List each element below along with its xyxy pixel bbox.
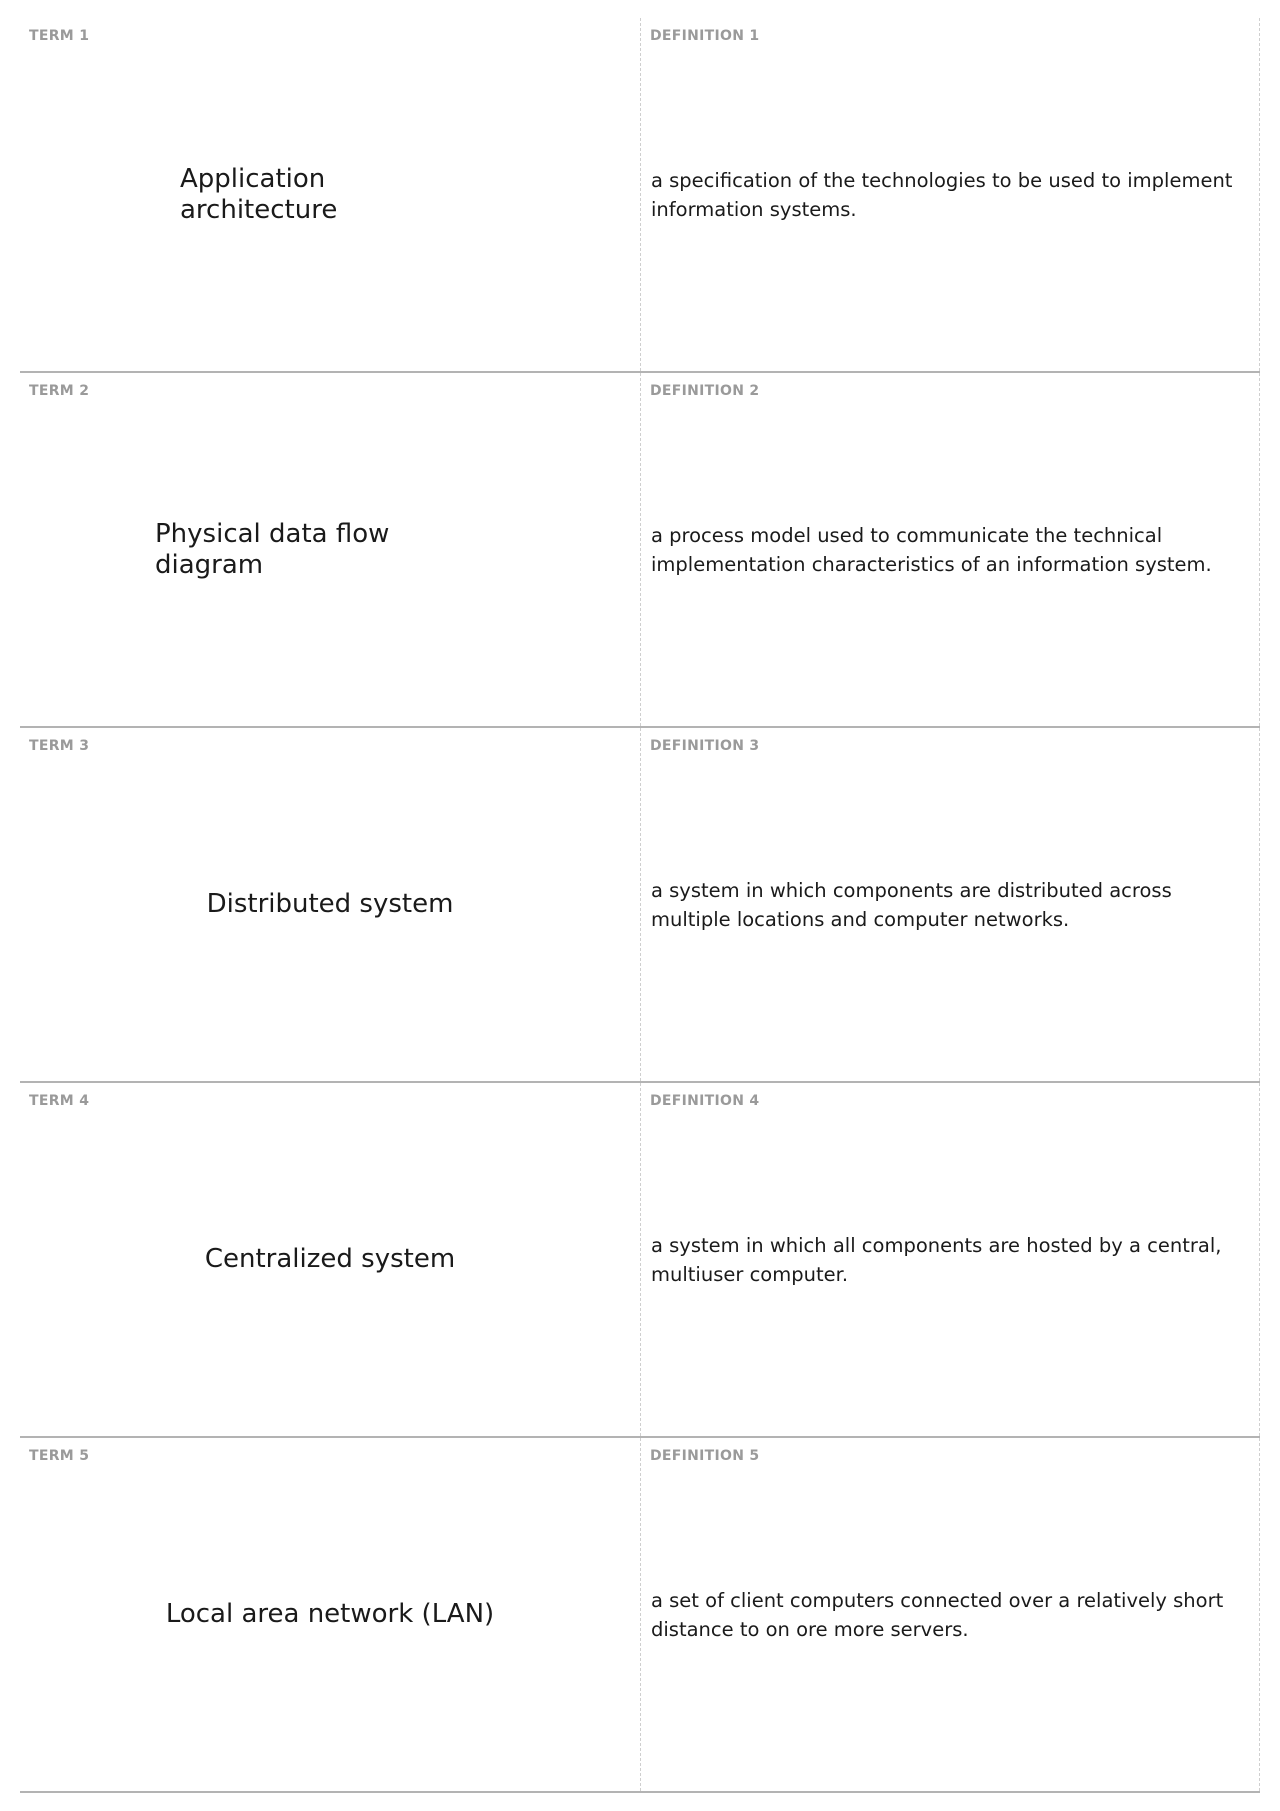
term-text: Physical data flow diagram (155, 518, 390, 580)
term-label: TERM 4 (29, 1093, 90, 1109)
definition-label: DEFINITION 2 (650, 383, 760, 399)
definition-label: DEFINITION 4 (650, 1093, 760, 1109)
term-text: Application architecture (180, 163, 338, 225)
definition-label: DEFINITION 5 (650, 1448, 760, 1464)
term-text: Distributed system (206, 889, 454, 919)
definition-text: a process model used to communicate the technical implementation characteristics of an information system. (651, 523, 1212, 576)
term-text: Local area network (LAN) (165, 1599, 495, 1629)
term-label: TERM 3 (29, 738, 90, 754)
flashcard-row (20, 18, 1260, 373)
definition-cell (641, 728, 1260, 1081)
definition-text: a set of client computers connected over a relatively short distance to on ore more servers. (651, 1588, 1224, 1641)
definition-label: DEFINITION 3 (650, 738, 760, 754)
flashcard-row (20, 728, 1260, 1083)
term-text: Centralized system (204, 1244, 456, 1274)
term-cell (20, 373, 641, 726)
flashcard-row (20, 1438, 1260, 1793)
flashcard-row (20, 373, 1260, 728)
term-cell (20, 1438, 641, 1791)
definition-cell (641, 373, 1260, 726)
flashcard-sheet (20, 18, 1260, 1793)
definition-cell (641, 1438, 1260, 1791)
term-label: TERM 2 (29, 383, 90, 399)
term-label: TERM 1 (29, 28, 90, 44)
term-cell (20, 728, 641, 1081)
definition-cell (641, 18, 1260, 371)
definition-text: a system in which all components are hosted by a central, multiuser computer. (651, 1233, 1222, 1286)
definition-text: a system in which components are distributed across multiple locations and computer networks. (651, 878, 1172, 931)
definition-cell (641, 1083, 1260, 1436)
term-cell (20, 1083, 641, 1436)
definition-label: DEFINITION 1 (650, 28, 760, 44)
term-cell (20, 18, 641, 371)
flashcard-row (20, 1083, 1260, 1438)
term-label: TERM 5 (29, 1448, 90, 1464)
definition-text: a specification of the technologies to be used to implement information systems. (651, 168, 1233, 221)
